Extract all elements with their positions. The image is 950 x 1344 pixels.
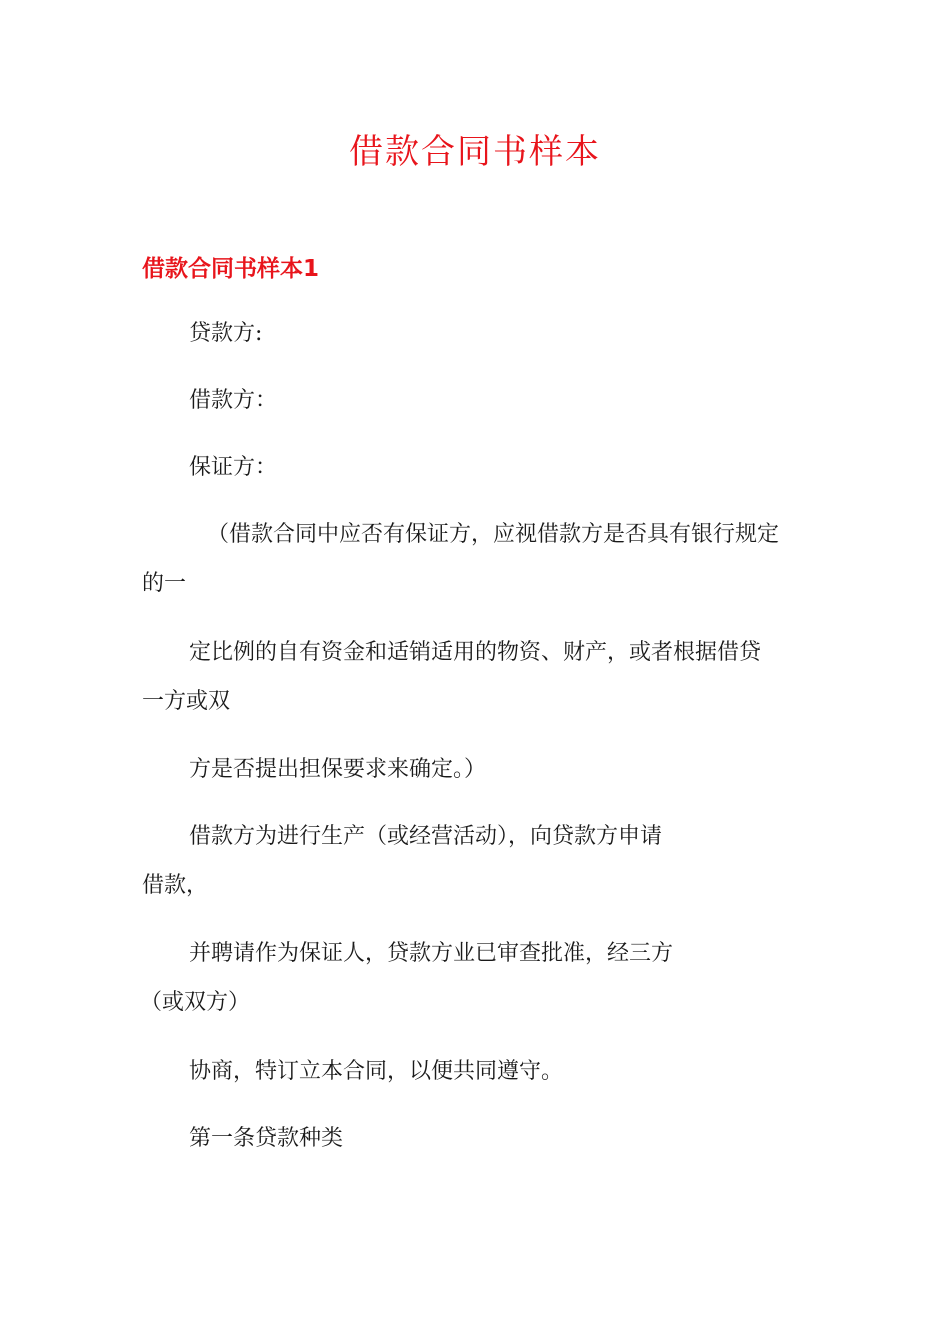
paragraph-line: 并聘请作为保证人，贷款方业已审查批准，经三方 (189, 941, 674, 966)
paragraph-line: （或双方） (140, 990, 251, 1015)
paragraph-line: 定比例的自有资金和适销适用的物资、财产，或者根据借贷 (189, 640, 762, 665)
paragraph-line: 协商，特订立本合同，以便共同遵守。 (189, 1059, 564, 1084)
paragraph-line: 借款方为进行生产（或经营活动），向贷款方申请 (189, 824, 663, 849)
paragraph-line: 方是否提出担保要求来确定。） (189, 757, 487, 782)
paragraph-line: 的一 (142, 571, 187, 596)
paragraph-line: 一方或双 (142, 689, 231, 714)
paragraph-line: （借款合同中应否有保证方，应视借款方是否具有银行规定 (207, 522, 780, 547)
document-title: 借款合同书样本 (349, 132, 601, 172)
paragraph-line: 借款， (142, 873, 209, 898)
section-heading: 借款合同书样本1 (142, 256, 320, 282)
lender-label: 贷款方: (189, 321, 263, 346)
article-heading: 第一条贷款种类 (189, 1126, 344, 1151)
guarantor-label: 保证方： (189, 455, 278, 480)
borrower-label: 借款方： (189, 388, 278, 413)
